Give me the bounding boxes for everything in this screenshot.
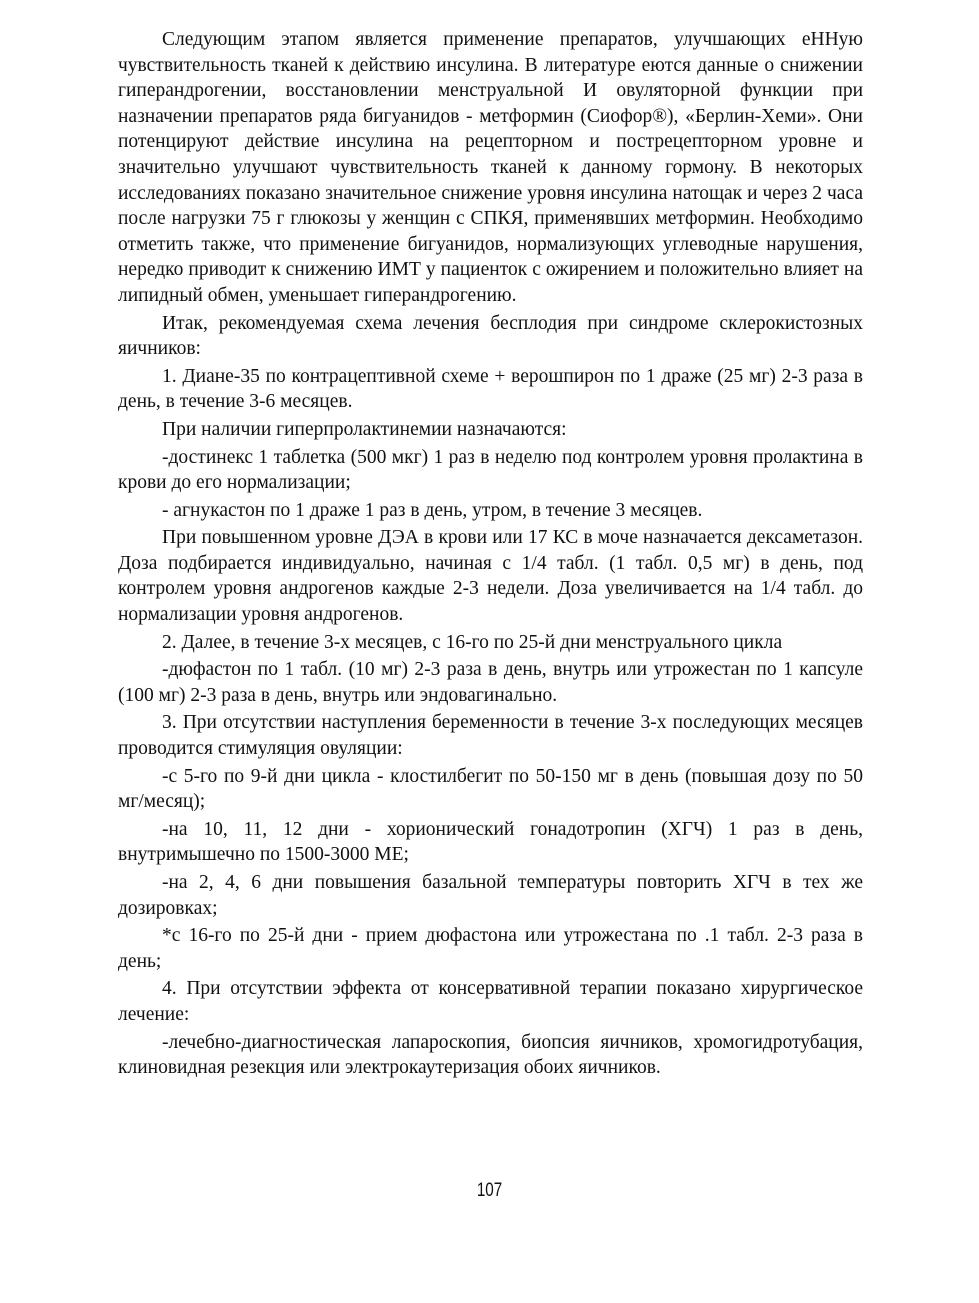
paragraph-insulin-sensitizers: Следующим этапом является применение препаратов, улучшающих еННую чувствительность тканей к действию инсулина. В литературе еются данные о снижении гиперандрогении, восстановлении менструальной И овуляторной функции при назначении препаратов ряда бигуанидов - метформин (Сиофор®), «Берлин-Хеми». Они потенцируют действие инсулина на рецепторном и пострецепторном уровне и значительно улучшают чувствительность тканей к данному гормону. В некоторых исследованиях показано значительное снижение уровня инсулина натощак и через 2 часа после нагрузки 75 г глюкозы у женщин с СПКЯ, применявших метформин. Необходимо отметить также, что применение бигуанидов, нормализующих углеводные нарушения, нередко приводит к снижению ИМТ у пациенток с ожирением и положительно влияет на липидный обмен, уменьшает гиперандрогению. (118, 29, 863, 306)
paragraph-agnukaston: - агнукастон по 1 драже 1 раз в день, утром, в течение 3 месяцев. (162, 499, 703, 521)
paragraph-dostinex: -достинекс 1 таблетка (500 мкг) 1 раз в неделю под контролем уровня пролактина в крови до его нормализации; (118, 446, 863, 494)
paragraph-dexamethasone: При повышенном уровне ДЭА в крови или 17 КС в моче назначается дексаметазон. Доза подбирается индивидуально, начиная с 1/4 табл. (1 табл. 0,5 мг) в день, под контролем уровня андрогенов каждые 2-3 недели. Доза увеличивается на 1/4 табл. до нормализации уровня андрогенов. (118, 527, 863, 626)
paragraph-surgery: -лечебно-диагностическая лапароскопия, биопсия яичников, хромогидротубация, клиновидная резекция или электрокаутеризация обоих яичников. (118, 1031, 863, 1079)
paragraph-hcg: -на 10, 11, 12 дни - хорионический гонадотропин (ХГЧ) 1 раз в день, внутримышечно по 1500-3000 МЕ; (118, 818, 863, 866)
paragraph-clostilbegit: -с 5-го по 9-й дни цикла - клостилбегит по 50-150 мг в день (повышая дозу по 50 мг/месяц); (118, 765, 863, 813)
paragraph-step-3: 3. При отсутствии наступления беременности в течение 3-х последующих месяцев проводится стимуляция овуляции: (118, 712, 863, 760)
paragraph-hyperprolactinemia: При наличии гиперпролактинемии назначаются: (162, 418, 567, 440)
paragraph-hcg-repeat: -на 2, 4, 6 дни повышения базальной температуры повторить ХГЧ в тех же дозировках; (118, 872, 863, 919)
paragraph-step-2: 2. Далее, в течение 3-х месяцев, с 16-го по 25-й дни менструального цикла (162, 631, 783, 653)
body-text (118, 27, 863, 1083)
paragraph-step-1: 1. Диане-35 по контрацептивной схеме + верошпирон по 1 драже (25 мг) 2-3 раза в день, в течение 3-6 месяцев. (118, 365, 863, 413)
paragraph-luteal-support: *с 16-го по 25-й дни - прием дюфастона или утрожестана по .1 табл. 2-3 раза в день; (118, 925, 863, 972)
paragraph-step-4: 4. При отсутствии эффекта от консервативной терапии показано хирургическое лечение: (118, 978, 863, 1025)
paragraph-treatment-scheme-intro: Итак, рекомендуемая схема лечения бесплодия при синдроме склерокистозных яичников: (118, 312, 863, 360)
page-number: 107 (476, 1180, 503, 1201)
paragraph-dufaston: -дюфастон по 1 табл. (10 мг) 2-3 раза в день, внутрь или утрожестан по 1 капсуле (100 мг) 2-3 раза в день, внутрь или эндовагинально. (118, 659, 863, 706)
